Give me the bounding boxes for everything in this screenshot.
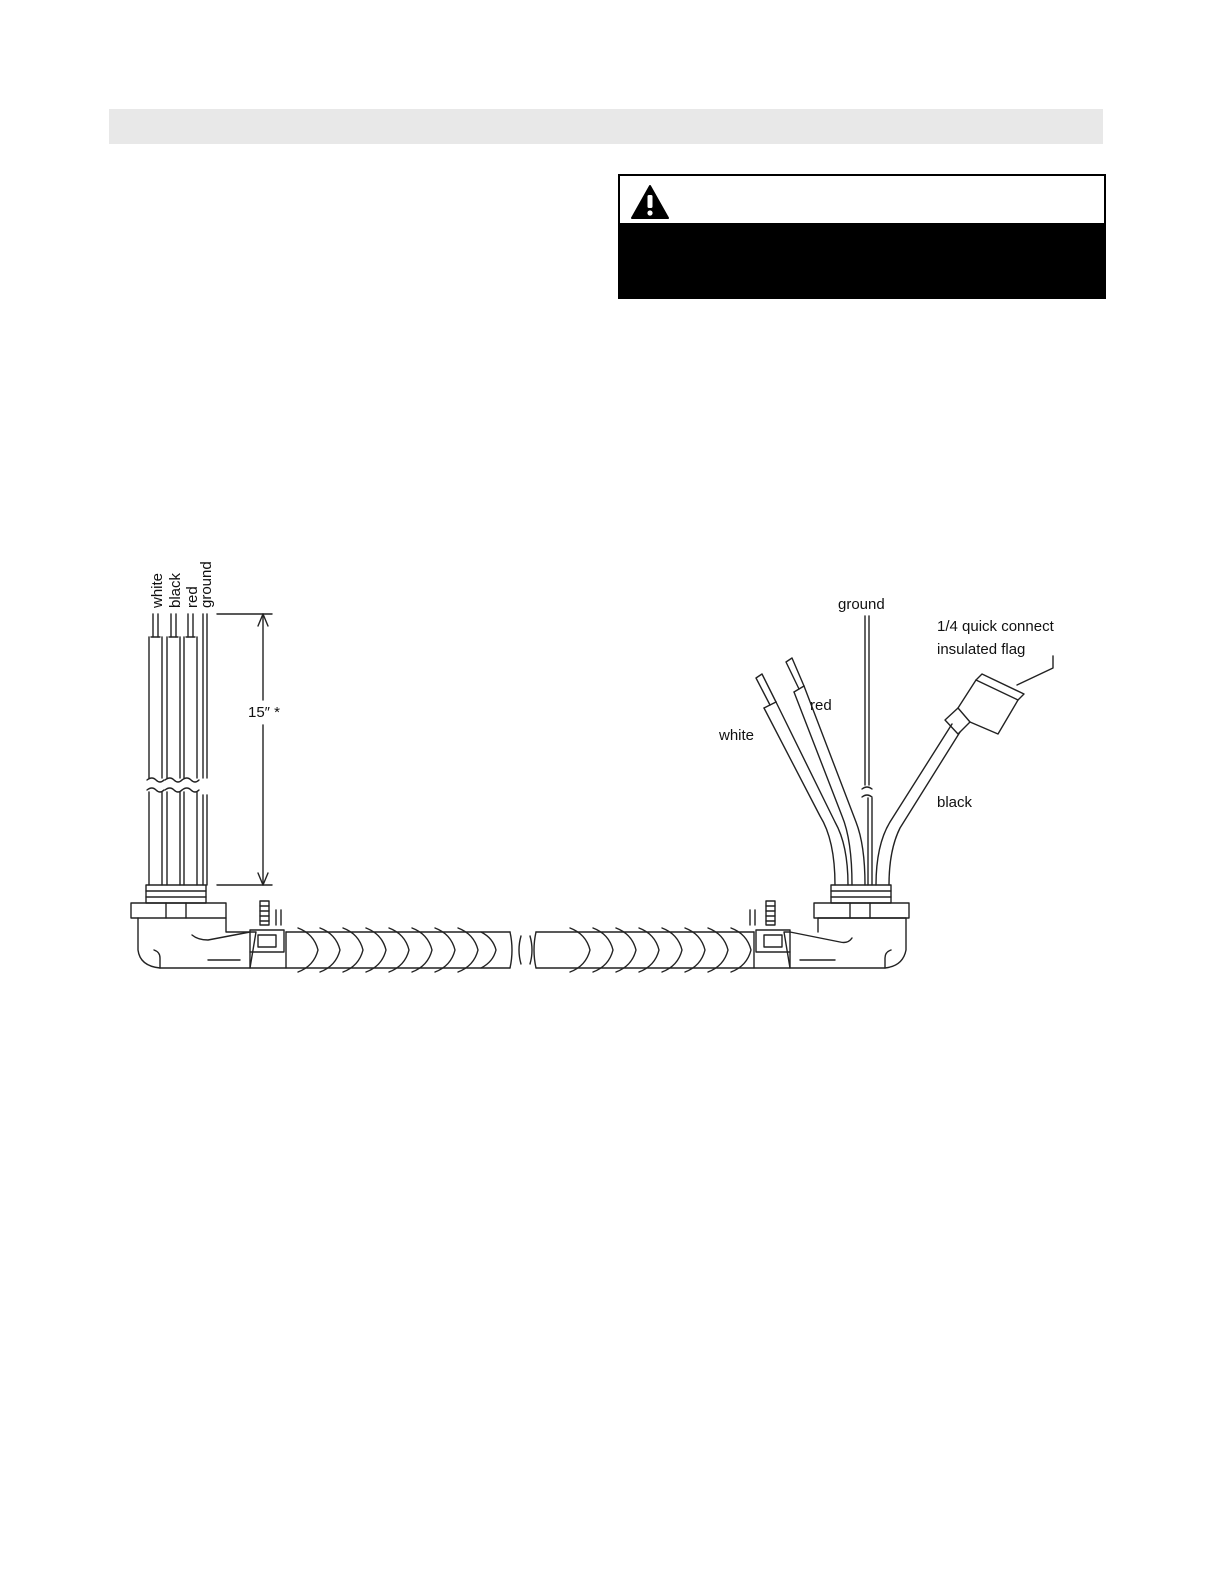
right-label-white: white [719, 727, 755, 744]
warning-triangle-icon [630, 184, 670, 220]
dimension-15in [217, 614, 272, 885]
left-label-white: white [149, 572, 166, 608]
power-cord-diagram [100, 540, 1100, 980]
right-label-black: black [937, 794, 973, 811]
left-label-ground: ground [198, 561, 215, 608]
right-cord [534, 616, 1053, 972]
right-label-red: red [810, 697, 832, 714]
left-label-black: black [167, 572, 184, 608]
right-label-ground: ground [838, 596, 885, 613]
header-bar [109, 109, 1103, 144]
left-cord-labels [149, 561, 215, 609]
dimension-label: 15″ * [248, 704, 280, 721]
quick-connect-label-line1: 1/4 quick connect [937, 618, 1054, 635]
warning-header [620, 176, 1104, 223]
left-label-red: red [184, 586, 201, 608]
warning-body [620, 223, 1104, 297]
left-cord [131, 614, 512, 972]
warning-box [618, 174, 1106, 299]
quick-connect-label-line2: insulated flag [937, 641, 1026, 658]
